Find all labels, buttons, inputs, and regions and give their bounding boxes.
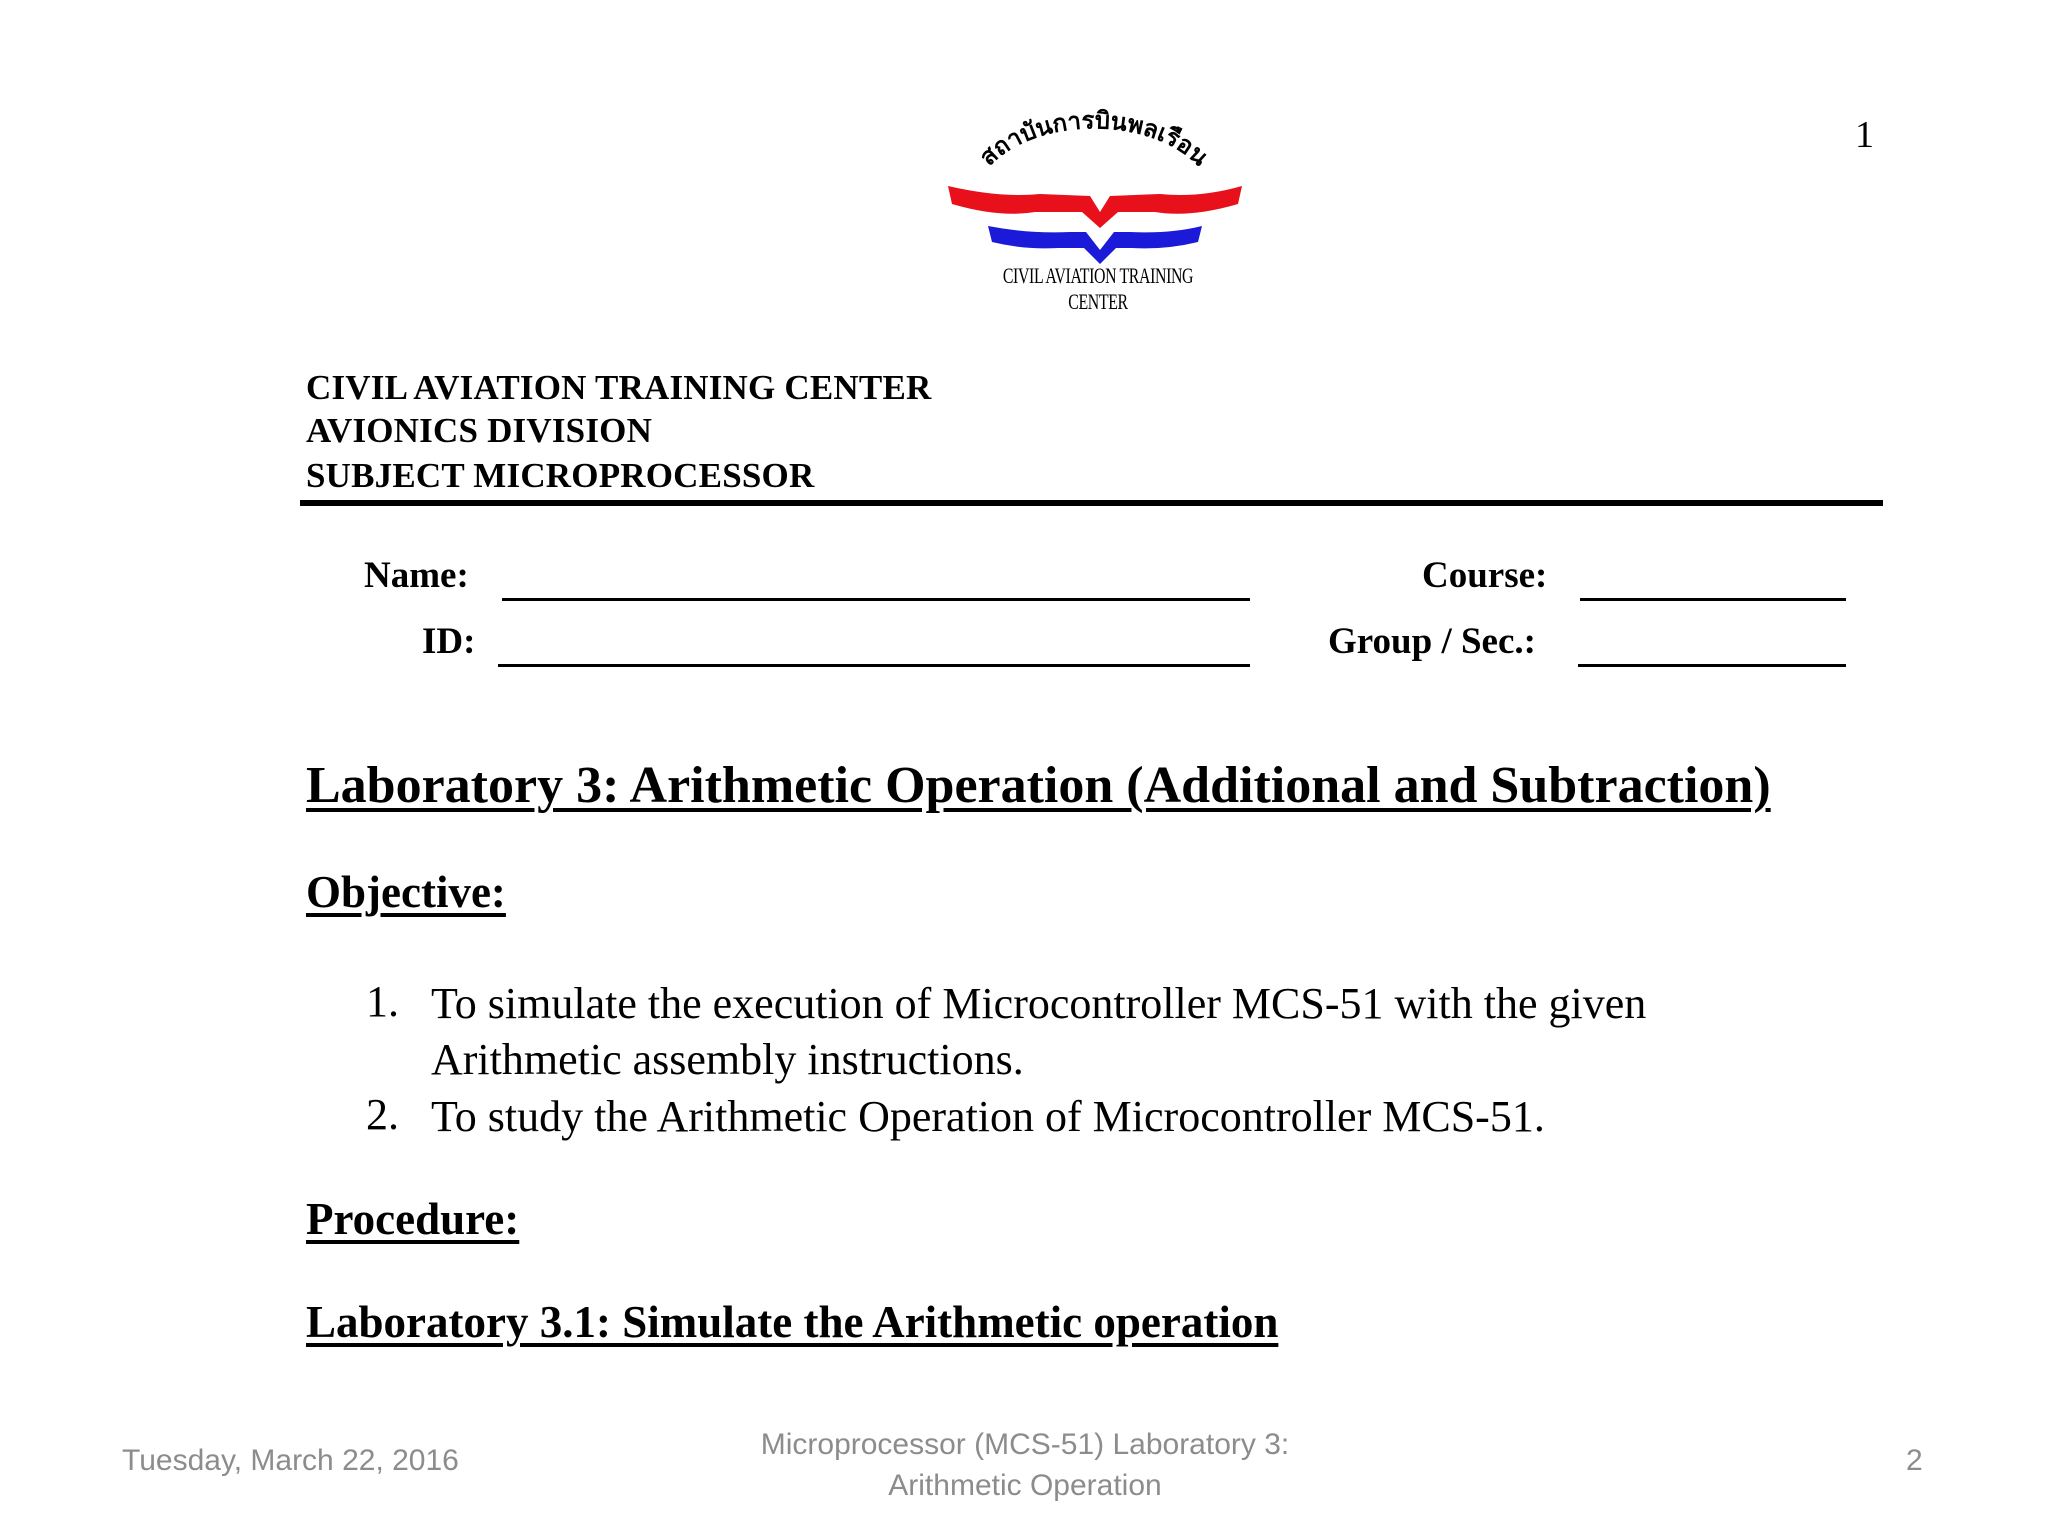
objective-number: 1. <box>366 977 399 1026</box>
page-number: 1 <box>1855 114 1874 156</box>
org-line-subject: SUBJECT MICROPROCESSOR <box>306 456 815 495</box>
objective-text: To study the Arithmetic Operation of Microcontroller MCS-51. <box>431 1092 1545 1141</box>
course-line <box>1580 598 1846 601</box>
footer-title-line1: Microprocessor (MCS-51) Laboratory 3: <box>760 1428 1290 1461</box>
name-label: Name: <box>364 555 469 596</box>
footer-title <box>720 1424 1330 1506</box>
objective-heading: Objective: <box>306 867 506 917</box>
footer-date: Tuesday, March 22, 2016 <box>122 1444 459 1477</box>
group-sec-line <box>1578 664 1846 667</box>
id-line <box>498 664 1250 667</box>
objective-text: To simulate the execution of Microcontroller MCS-51 with the given Arithmetic assembly instructions. <box>431 979 1647 1084</box>
org-line-center: CIVIL AVIATION TRAINING CENTER <box>306 368 932 407</box>
footer-title-line2: Arithmetic Operation <box>888 1469 1162 1502</box>
logo-arc-text: สถาบันการบินพลเรือน <box>973 106 1215 172</box>
org-line-division: AVIONICS DIVISION <box>306 411 653 450</box>
sub-lab-title: Laboratory 3.1: Simulate the Arithmetic operation <box>306 1297 1279 1347</box>
id-label: ID: <box>422 621 476 662</box>
objective-number: 2. <box>366 1090 399 1139</box>
header-rule <box>300 500 1883 506</box>
procedure-heading: Procedure: <box>306 1194 520 1244</box>
logo-caption: CIVIL AVIATION TRAINING CENTER <box>1002 263 1194 314</box>
logo-red-band <box>948 186 1242 228</box>
name-line <box>502 598 1250 601</box>
slide-number: 2 <box>1906 1444 1923 1477</box>
group-sec-label: Group / Sec.: <box>1328 621 1536 662</box>
course-label: Course: <box>1422 555 1548 596</box>
lab-title: Laboratory 3: Arithmetic Operation (Additional and Subtraction) <box>306 757 1771 814</box>
logo-blue-band <box>988 226 1202 264</box>
